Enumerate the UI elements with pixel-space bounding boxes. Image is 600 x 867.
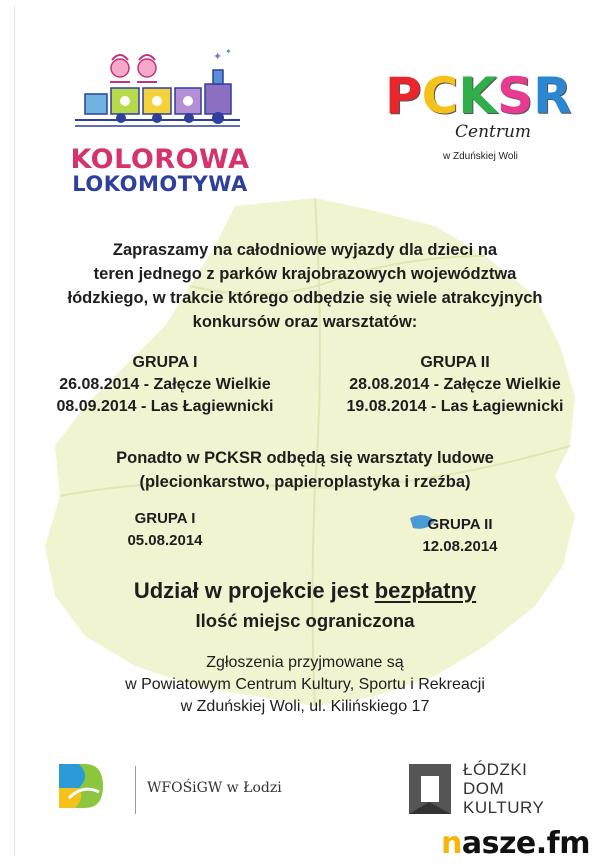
svg-text:✦: ✦ — [213, 51, 223, 63]
kolorowa-lokomotywa-logo — [65, 44, 255, 204]
intro-line: łódzkiego, w trakcie którego odbędzie się wiele atrakcyjnych — [67, 289, 543, 307]
application-line: w Powiatowym Centrum Kultury, Sportu i Rekreacji — [125, 676, 485, 693]
application-line: Zgłoszenia przyjmowane są — [206, 654, 404, 671]
workshops-line: Ponadto w PCKSR odbędą się warsztaty ludowe — [116, 449, 494, 467]
trip-group-1-label: GRUPA I — [132, 354, 198, 371]
trip-group-1-line1: 26.08.2014 - Załęcze Wielkie — [59, 376, 271, 393]
train-illustration-icon — [65, 44, 255, 144]
application-info — [15, 652, 595, 718]
ldk-line: ŁÓDZKI — [463, 760, 528, 779]
workshop-group-2-date: 12.08.2014 — [422, 538, 498, 555]
trip-group-2 — [315, 352, 595, 418]
pcksr-logo — [385, 68, 585, 183]
watermark-accent-letter: n — [441, 826, 462, 861]
workshop-group-2-label: GRUPA II — [427, 516, 493, 533]
watermark-rest: asze.fm — [461, 826, 590, 861]
workshops-line: (plecionkarstwo, papieroplastyka i rzeźba) — [139, 473, 471, 491]
intro-line: konkursów oraz warsztatów: — [192, 313, 418, 331]
free-participation-heading — [15, 578, 595, 604]
pcksr-city-text: w Zduńskiej Woli — [443, 151, 518, 162]
pcksr-letter-k: K — [458, 67, 498, 125]
pcksr-letter-c: C — [421, 67, 459, 125]
ldk-line: DOM — [463, 779, 505, 798]
workshop-group-1-date: 05.08.2014 — [127, 532, 203, 549]
pcksr-letter-r: R — [533, 67, 572, 125]
trip-group-1-line2: 08.09.2014 - Las Łagiewnicki — [56, 398, 274, 415]
wfosigw-separator — [135, 766, 136, 814]
trip-group-2-line2: 19.08.2014 - Las Łagiewnicki — [346, 398, 564, 415]
workshop-group-2 — [375, 514, 545, 558]
workshop-group-1 — [85, 508, 245, 552]
wfosigw-text: WFOŚiGW w Łodzi — [147, 780, 282, 796]
poster — [14, 6, 595, 856]
wfosigw-logo — [55, 758, 305, 818]
ldk-line: KULTURY — [463, 798, 545, 817]
ldk-emblem-icon — [405, 758, 457, 820]
trip-group-2-label: GRUPA II — [420, 354, 490, 371]
limited-places-text: Ilość miejsc ograniczona — [195, 610, 415, 631]
wfosigw-emblem-icon — [55, 758, 111, 814]
svg-text:✦: ✦ — [225, 47, 232, 56]
application-line: w Zduńskiej Woli, ul. Kilińskiego 17 — [180, 698, 430, 715]
intro-line: teren jednego z parków krajobrazowych województwa — [93, 265, 517, 283]
workshops-paragraph — [15, 446, 595, 494]
ldk-text — [463, 760, 544, 817]
pcksr-letter-s: S — [497, 67, 534, 125]
trip-group-2-line1: 28.08.2014 - Załęcze Wielkie — [349, 376, 561, 393]
workshop-group-1-label: GRUPA I — [134, 510, 196, 527]
intro-paragraph — [15, 238, 595, 334]
free-prefix: Udział w projekcie jest — [133, 578, 375, 603]
lokomotywa-logo-text: LOKOMOTYWA — [72, 172, 248, 196]
free-emphasis: bezpłatny — [374, 578, 477, 603]
pcksr-letter-p: P — [385, 67, 422, 125]
kolorowa-logo-text: KOLOROWA — [70, 144, 250, 175]
pcksr-letters — [385, 68, 572, 124]
intro-line: Zapraszamy na całodniowe wyjazdy dla dzieci na — [112, 241, 498, 259]
lodzki-dom-kultury-logo — [405, 758, 575, 828]
pcksr-centrum-text: Centrum — [455, 122, 532, 142]
trip-group-1 — [35, 352, 295, 418]
nasze-fm-watermark — [441, 826, 590, 861]
